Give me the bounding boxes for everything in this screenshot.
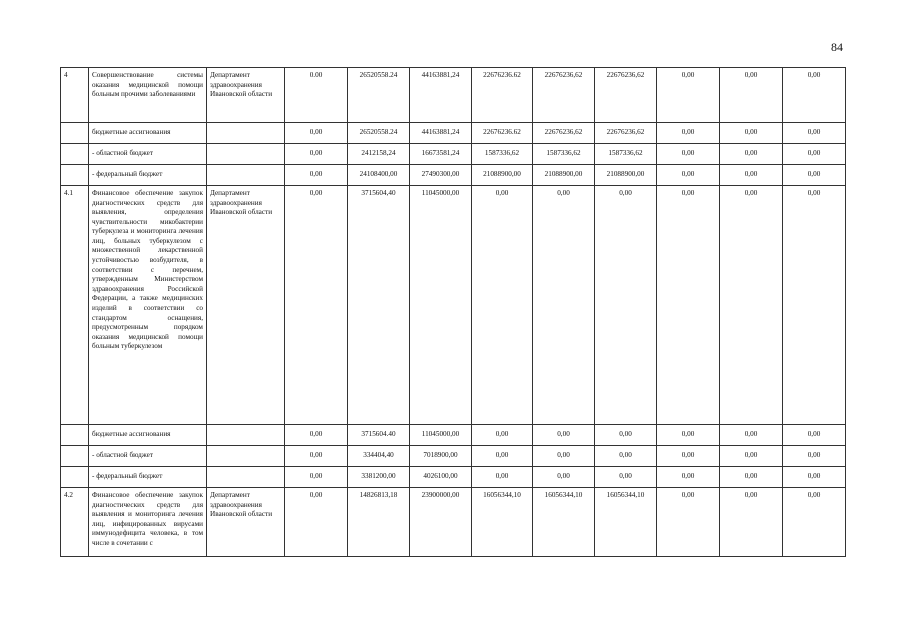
value-cell: 0,00 <box>657 186 720 425</box>
value-cell: 21088900,00 <box>595 165 657 186</box>
row-index <box>61 425 89 446</box>
value-cell: 3715604,40 <box>348 186 410 425</box>
value-cell: 11045000,00 <box>410 425 472 446</box>
row-executor <box>207 425 285 446</box>
table-row <box>61 123 846 144</box>
value-cell: 14826813,18 <box>348 488 410 557</box>
value-cell: 0,00 <box>720 144 783 165</box>
row-executor <box>207 123 285 144</box>
page-number: 84 <box>831 40 843 54</box>
value-cell: 0,00 <box>595 186 657 425</box>
value-cell: 0,00 <box>783 123 846 144</box>
value-cell: 7018900,00 <box>410 446 472 467</box>
value-cell: 22676236,62 <box>533 68 595 123</box>
table-row <box>61 165 846 186</box>
value-cell: 0,00 <box>595 425 657 446</box>
value-cell: 3715604.40 <box>348 425 410 446</box>
value-cell: 22676236,62 <box>595 123 657 144</box>
row-name <box>89 488 207 557</box>
row-name: Финансовое обеспечение закупок диагностических средств для выявления, определения чувствительности микобактерии туберкулеза и мониторинга лечения лиц, больных туберкулезом с множественной лекарственной устойчивостью возбудителя, в соответствии с перечнем, утвержденным Министерством здравоохранения Российской Федерации, а также медицинских изделий в соответствии со стандартом оснащения, предусмотренным порядком оказания медицинской помощи больным туберкулезом <box>89 186 207 425</box>
value-cell: 0,00 <box>720 68 783 123</box>
value-cell: 0,00 <box>783 165 846 186</box>
value-cell: 0,00 <box>657 144 720 165</box>
value-cell: 0,00 <box>657 123 720 144</box>
row-executor <box>207 467 285 488</box>
row-name-text: Финансовое обеспечение закупок диагностических средств для выявления и мониторинга лечения лиц, инфицированных вирусами иммунодефицита человека, в том числе в сочетании с <box>92 491 203 547</box>
value-cell: 21088900,00 <box>533 165 595 186</box>
value-cell: 26520558.24 <box>348 123 410 144</box>
value-cell: 22676236,62 <box>533 123 595 144</box>
row-index: 4.1 <box>61 186 89 425</box>
row-index: 4 <box>61 68 89 123</box>
value-cell: 0,00 <box>285 446 348 467</box>
row-name: - областной бюджет <box>89 446 207 467</box>
row-executor <box>207 446 285 467</box>
row-index <box>61 446 89 467</box>
value-cell: 2412158,24 <box>348 144 410 165</box>
value-cell: 0,00 <box>720 165 783 186</box>
table-row <box>61 186 846 425</box>
row-name: Совершенствование системы оказания медицинской помощи больным прочими заболеваниями <box>89 68 207 123</box>
value-cell: 1587336,62 <box>533 144 595 165</box>
value-cell: 0,00 <box>533 467 595 488</box>
value-cell: 0,00 <box>533 186 595 425</box>
value-cell: 0,00 <box>657 467 720 488</box>
value-cell: 0,00 <box>285 165 348 186</box>
value-cell: 0,00 <box>285 123 348 144</box>
value-cell: 0,00 <box>657 425 720 446</box>
value-cell: 0,00 <box>657 488 720 557</box>
value-cell: 1587336,62 <box>595 144 657 165</box>
value-cell: 26520558.24 <box>348 68 410 123</box>
value-cell: 0,00 <box>720 123 783 144</box>
row-index <box>61 165 89 186</box>
row-executor: Департамент здравоохранения Ивановской области <box>207 68 285 123</box>
value-cell: 4026100,00 <box>410 467 472 488</box>
value-cell: 16673581,24 <box>410 144 472 165</box>
value-cell: 24108400,00 <box>348 165 410 186</box>
value-cell: 0,00 <box>285 425 348 446</box>
value-cell: 0,00 <box>285 186 348 425</box>
value-cell: 23900000,00 <box>410 488 472 557</box>
value-cell: 0,00 <box>285 144 348 165</box>
value-cell: 0.00 <box>285 68 348 123</box>
row-name: - областной бюджет <box>89 144 207 165</box>
value-cell: 334404,40 <box>348 446 410 467</box>
table-row <box>61 446 846 467</box>
table-row <box>61 68 846 123</box>
value-cell: 27490300,00 <box>410 165 472 186</box>
value-cell: 0,00 <box>285 467 348 488</box>
row-executor: Департамент здравоохранения Ивановской области <box>207 488 285 557</box>
value-cell: 0,00 <box>720 446 783 467</box>
value-cell: 11045000,00 <box>410 186 472 425</box>
value-cell: 16056344,10 <box>533 488 595 557</box>
table-row <box>61 467 846 488</box>
value-cell: 22676236,62 <box>595 68 657 123</box>
value-cell: 0,00 <box>595 446 657 467</box>
row-index: 4.2 <box>61 488 89 557</box>
value-cell: 0,00 <box>783 446 846 467</box>
value-cell: 0,00 <box>472 467 533 488</box>
value-cell: 44163881,24 <box>410 123 472 144</box>
value-cell: 0,00 <box>657 446 720 467</box>
value-cell: 22676236.62 <box>472 68 533 123</box>
value-cell: 22676236.62 <box>472 123 533 144</box>
value-cell: 0,00 <box>657 165 720 186</box>
table-row <box>61 144 846 165</box>
value-cell: 0,00 <box>783 488 846 557</box>
value-cell: 0,00 <box>533 425 595 446</box>
value-cell: 21088900,00 <box>472 165 533 186</box>
value-cell: 16056344,10 <box>472 488 533 557</box>
value-cell: 0,00 <box>720 186 783 425</box>
value-cell: 44163881,24 <box>410 68 472 123</box>
row-executor: Департамент здравоохранения Ивановской области <box>207 186 285 425</box>
value-cell: 16056344,10 <box>595 488 657 557</box>
value-cell: 0,00 <box>720 425 783 446</box>
row-index <box>61 467 89 488</box>
value-cell: 0,00 <box>472 446 533 467</box>
row-executor <box>207 165 285 186</box>
value-cell: 0,00 <box>783 144 846 165</box>
value-cell: 0,00 <box>783 467 846 488</box>
table-row <box>61 488 846 557</box>
value-cell: 0,00 <box>657 68 720 123</box>
row-index <box>61 123 89 144</box>
table-row <box>61 425 846 446</box>
budget-table <box>60 67 846 557</box>
value-cell: 0,00 <box>533 446 595 467</box>
value-cell: 0,00 <box>783 425 846 446</box>
value-cell: 1587336,62 <box>472 144 533 165</box>
value-cell: 0,00 <box>472 425 533 446</box>
value-cell: 0,00 <box>783 68 846 123</box>
value-cell: 0,00 <box>595 467 657 488</box>
row-executor <box>207 144 285 165</box>
value-cell: 0,00 <box>285 488 348 557</box>
value-cell: 0,00 <box>720 488 783 557</box>
row-name: бюджетные ассигнования <box>89 425 207 446</box>
value-cell: 0,00 <box>783 186 846 425</box>
row-index <box>61 144 89 165</box>
value-cell: 0,00 <box>472 186 533 425</box>
value-cell: 3381200,00 <box>348 467 410 488</box>
row-name: бюджетные ассигнования <box>89 123 207 144</box>
value-cell: 0,00 <box>720 467 783 488</box>
row-name: - федеральный бюджет <box>89 165 207 186</box>
row-name: - федеральный бюджет <box>89 467 207 488</box>
